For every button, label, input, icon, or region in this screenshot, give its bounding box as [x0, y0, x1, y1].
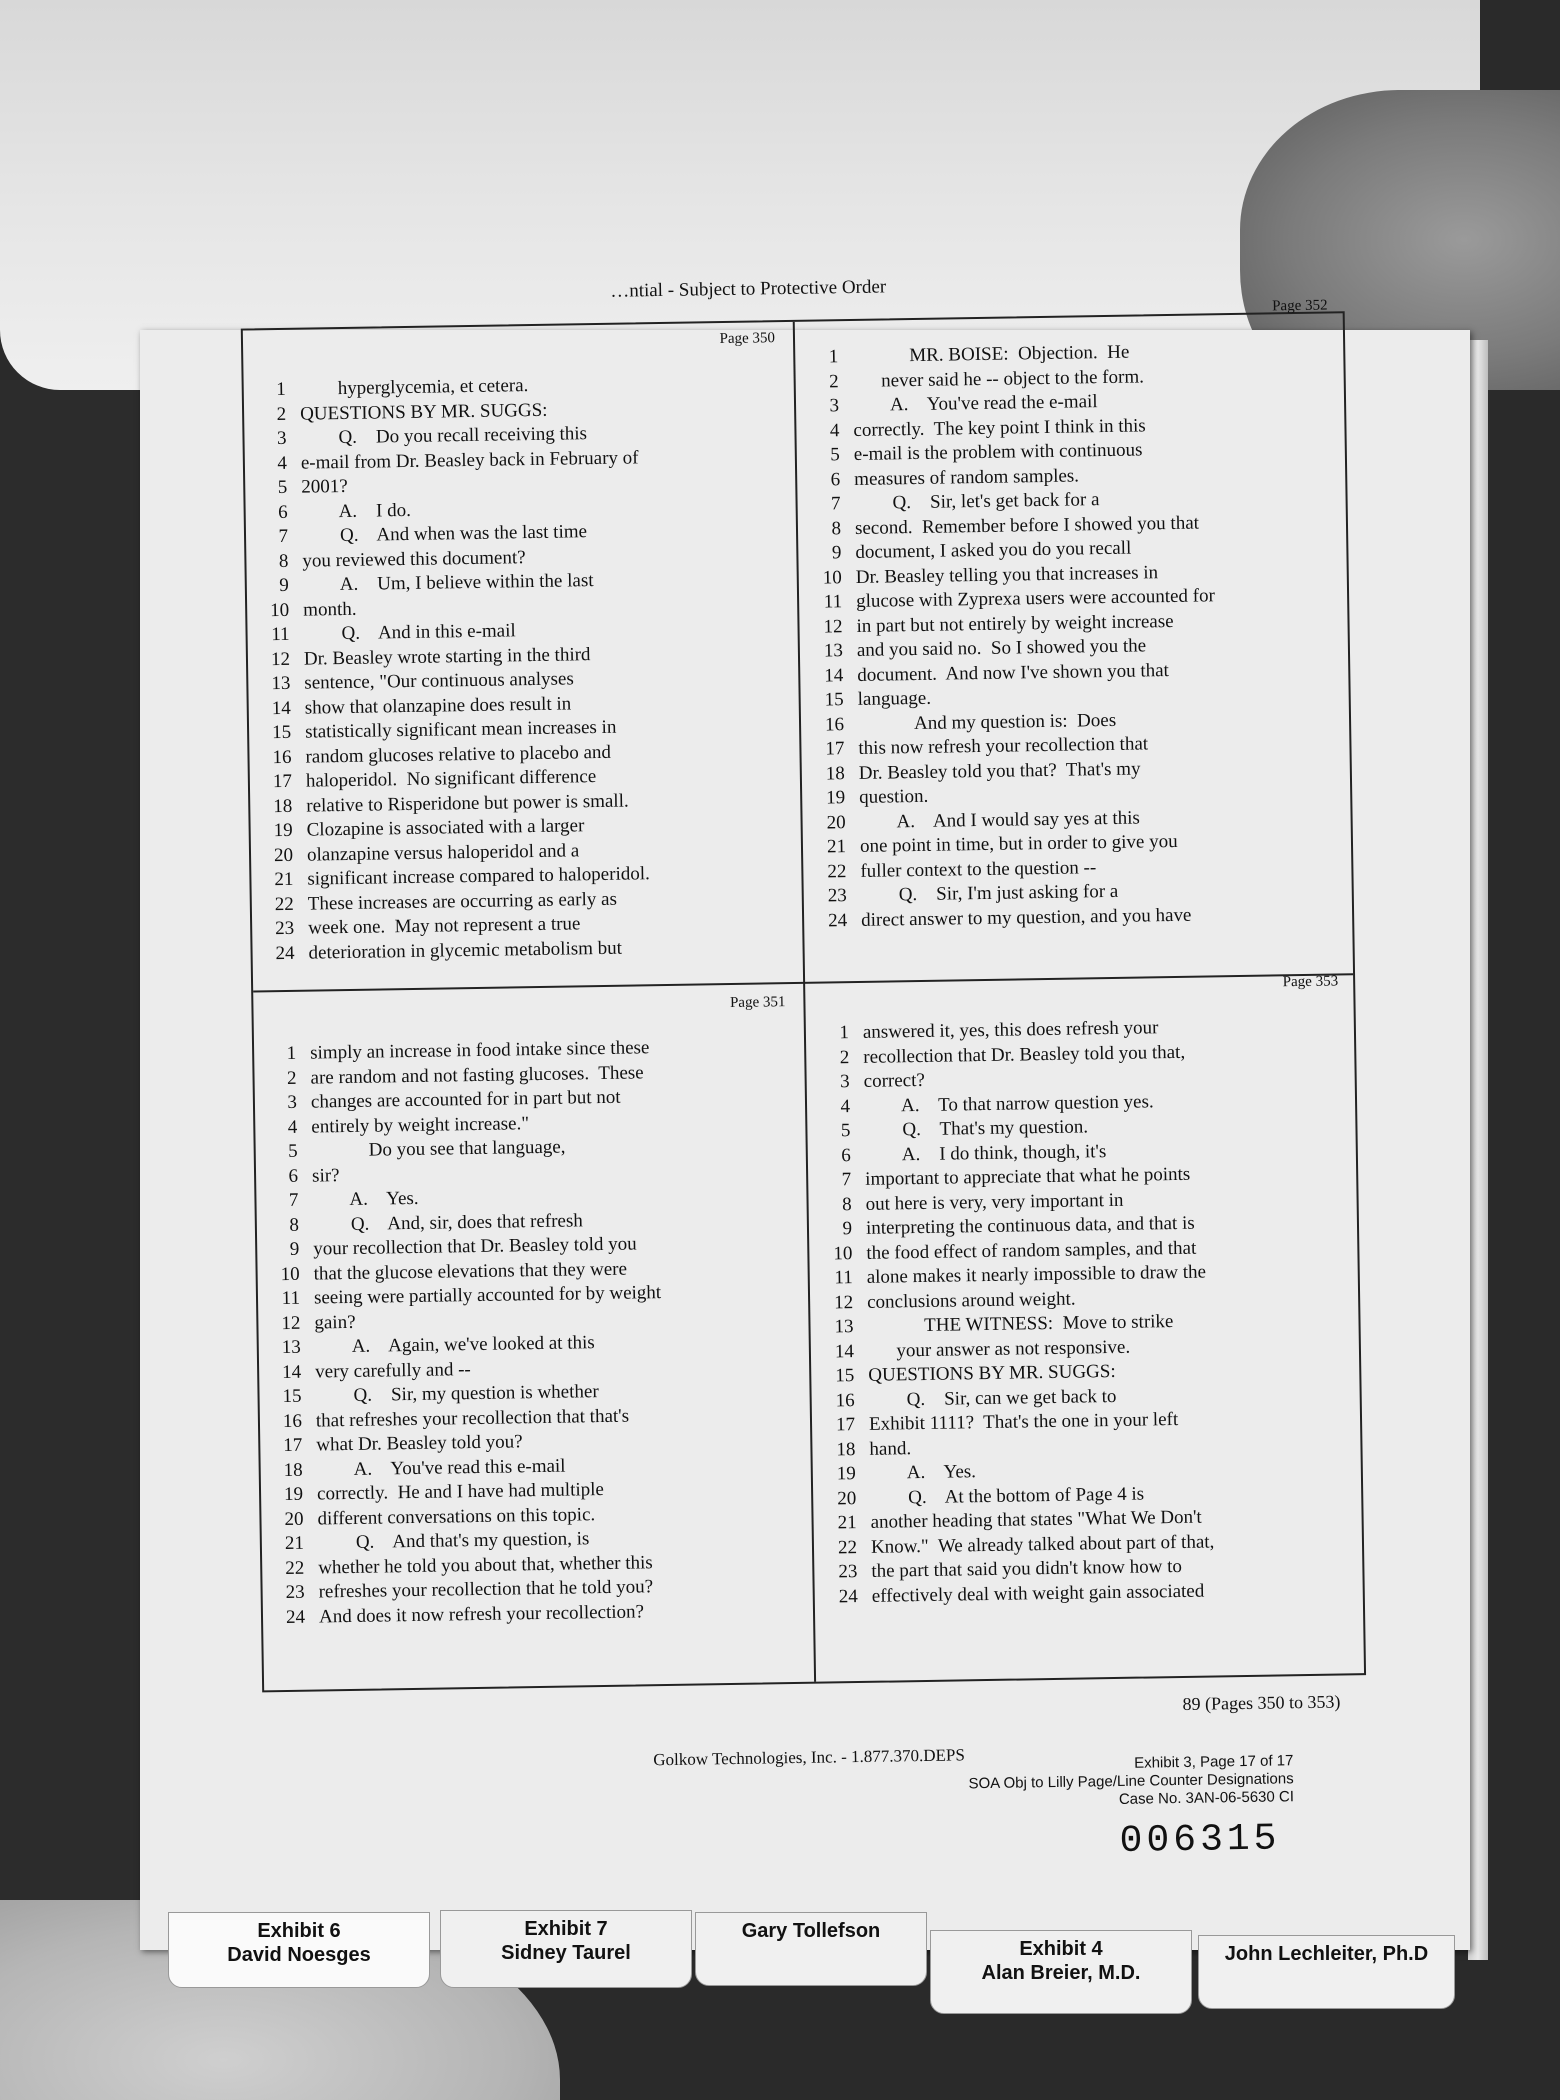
tab-exhibit-4[interactable]	[930, 1930, 1192, 2014]
tab-gary-tollefson[interactable]	[695, 1912, 927, 1986]
line-number: 3	[829, 395, 840, 417]
line-text: sir?	[311, 1164, 340, 1187]
line-number: 21	[274, 868, 294, 891]
line-number: 4	[277, 452, 288, 474]
tab-person-name: Alan Breier, M.D.	[981, 1962, 1141, 1984]
transcript-lines	[819, 1013, 1348, 1609]
line-text: Q. At the bottom of Page 4 is	[870, 1483, 1145, 1509]
line-number: 24	[827, 909, 848, 931]
line-number: 14	[271, 697, 291, 719]
line-number: 4	[840, 1095, 851, 1117]
line-number: 20	[837, 1487, 857, 1509]
line-number: 17	[272, 770, 293, 793]
line-text: e-mail from Dr. Beasley back in February of	[300, 446, 639, 474]
line-number: 15	[271, 721, 292, 744]
line-text: measures of random samples.	[854, 464, 1080, 490]
line-text: significant increase compared to haloperidol.	[307, 863, 650, 890]
page-label: Page 352	[1272, 297, 1328, 315]
line-text: what Dr. Beasley told you?	[316, 1431, 523, 1456]
line-number: 3	[287, 1091, 298, 1113]
line-number: 2	[286, 1067, 297, 1089]
line-text: effectively deal with weight gain associated	[871, 1580, 1205, 1607]
line-text: glucose with Zyprexa users were accounted for	[855, 585, 1216, 612]
tab-john-lechleiter[interactable]	[1198, 1935, 1455, 2009]
line-text: Exhibit 1111? That's the one in your left	[868, 1408, 1179, 1435]
tab-person-name: Sidney Taurel	[501, 1942, 631, 1964]
line-number: 1	[828, 346, 839, 368]
line-text: A. Again, we've looked at this	[314, 1332, 595, 1358]
line-number: 15	[824, 689, 844, 711]
line-text: changes are accounted for in part but not	[310, 1086, 621, 1113]
line-number: 18	[825, 762, 845, 784]
line-text: A. You've read the e-mail	[852, 391, 1098, 416]
line-number: 7	[288, 1189, 299, 1211]
tab-exhibit-label: Exhibit 7	[524, 1918, 608, 1940]
tab-exhibit-label: Exhibit 6	[257, 1920, 341, 1942]
line-number: 6	[830, 468, 841, 490]
line-number: 2	[276, 403, 287, 425]
line-number: 3	[276, 427, 287, 450]
line-text: And does it now refresh your recollection?	[318, 1600, 645, 1628]
line-number: 10	[822, 566, 842, 588]
line-text: week one. May not represent a true	[308, 913, 581, 939]
line-text: A. I do.	[301, 499, 412, 523]
line-number: 24	[838, 1585, 858, 1607]
line-number: 22	[285, 1557, 305, 1579]
quadrant-page-350	[255, 330, 785, 978]
line-number: 8	[289, 1214, 300, 1236]
line-text: relative to Risperidone but power is small.	[306, 790, 629, 817]
line-text: direct answer to my question, and you have	[860, 904, 1192, 931]
line-number: 8	[278, 550, 289, 572]
line-number: 12	[270, 648, 291, 670]
line-number: 11	[281, 1287, 301, 1310]
line-text: important to appreciate that what he points	[865, 1163, 1191, 1190]
line-number: 8	[831, 517, 842, 539]
line-number: 12	[823, 615, 843, 637]
tab-exhibit-7[interactable]	[440, 1910, 692, 1988]
line-text: And my question is: Does	[857, 709, 1117, 735]
tab-exhibit-label: Exhibit 4	[1019, 1938, 1103, 1960]
line-text: the food effect of random samples, and that	[866, 1237, 1197, 1264]
line-number: 6	[841, 1144, 851, 1166]
line-number: 9	[289, 1238, 300, 1260]
tab-exhibit-6[interactable]	[168, 1912, 430, 1988]
line-text: sentence, "Our continuous analyses	[304, 668, 574, 694]
line-number: 15	[835, 1365, 855, 1387]
line-number: 7	[278, 525, 289, 548]
line-text: haloperidol. No significant difference	[305, 766, 597, 792]
line-number: 18	[836, 1438, 856, 1460]
line-number: 9	[279, 574, 289, 597]
line-text: Q. Sir, let's get back for a	[854, 489, 1100, 514]
line-text: language.	[857, 687, 932, 710]
line-number: 20	[826, 811, 846, 833]
line-number: 12	[833, 1291, 854, 1313]
line-text: A. Yes.	[312, 1187, 419, 1211]
line-number: 24	[275, 942, 295, 964]
line-text: are random and not fasting glucoses. These	[310, 1061, 644, 1089]
line-number: 17	[825, 738, 845, 760]
line-number: 1	[286, 1042, 297, 1064]
line-text: alone makes it nearly impossible to draw the	[866, 1261, 1207, 1288]
line-text: Clozapine is associated with a larger	[306, 815, 585, 841]
line-text: whether he told you about that, whether this	[318, 1551, 653, 1579]
line-text: and you said no. So I showed you the	[856, 635, 1147, 661]
exhibit-note-line-3: Case No. 3AN-06-5630 CI	[1118, 1788, 1295, 1808]
line-text: hand.	[869, 1437, 912, 1460]
line-text: MR. BOISE: Objection. He	[852, 341, 1130, 367]
quadrant-page-351	[265, 994, 795, 1662]
line-number: 16	[824, 713, 845, 735]
line-number: 12	[281, 1312, 301, 1334]
page-label: Page 350	[719, 330, 776, 348]
line-text: A. I do think, though, it's	[864, 1140, 1107, 1166]
line-text: Q. And in this e-mail	[303, 620, 516, 645]
tab-person-name: David Noesges	[227, 1944, 371, 1966]
line-text: A. And I would say yes at this	[859, 807, 1140, 833]
line-text: olanzapine versus haloperidol and a	[306, 839, 580, 866]
line-text: Q. And that's my question, is	[317, 1528, 590, 1554]
line-text: second. Remember before I showed you that	[854, 512, 1200, 539]
line-number: 11	[271, 623, 290, 646]
line-text: another heading that states "What We Don't	[870, 1506, 1202, 1533]
line-text: Dr. Beasley told you that? That's my	[858, 758, 1141, 784]
line-text: These increases are occurring as early as	[307, 888, 618, 915]
line-text: random glucoses relative to placebo and	[305, 741, 612, 768]
line-number: 1	[839, 1022, 850, 1044]
line-number: 19	[273, 819, 293, 842]
line-number: 24	[285, 1606, 306, 1628]
line-text: Know." We already talked about part of that,	[870, 1530, 1215, 1558]
line-number: 17	[835, 1414, 856, 1436]
line-number: 11	[834, 1267, 853, 1289]
line-text: one point in time, but in order to give you	[859, 830, 1178, 857]
line-text: your answer as not responsive.	[867, 1336, 1131, 1362]
line-number: 5	[277, 476, 288, 499]
line-number: 21	[826, 836, 847, 858]
line-text: fuller context to the question --	[860, 856, 1097, 882]
line-text: statistically significant mean increases in	[304, 716, 617, 743]
line-number: 21	[837, 1512, 857, 1534]
tab-person-name: John Lechleiter, Ph.D	[1224, 1943, 1429, 1965]
line-text: simply an increase in food intake since these	[309, 1037, 650, 1064]
bates-number: 006315	[1119, 1817, 1281, 1863]
line-number: 15	[282, 1385, 302, 1408]
line-text: never said he -- object to the form.	[852, 365, 1145, 392]
line-text: document. And now I've shown you that	[857, 659, 1170, 686]
line-number: 18	[273, 795, 293, 817]
line-number: 14	[282, 1361, 302, 1383]
quadrant-page-352	[807, 298, 1337, 946]
line-number: 13	[281, 1336, 301, 1359]
line-number: 19	[836, 1463, 856, 1485]
line-number: 5	[830, 444, 840, 466]
confidential-header: …ntial - Subject to Protective Order	[610, 276, 887, 302]
line-number: 6	[277, 501, 288, 523]
line-text: refreshes your recollection that he told you?	[318, 1576, 654, 1603]
line-number: 10	[280, 1263, 300, 1285]
exhibit-note-line-1: Exhibit 3, Page 17 of 17	[1134, 1752, 1294, 1772]
line-number: 22	[837, 1536, 858, 1558]
line-text: e-mail is the problem with continuous	[853, 439, 1143, 465]
line-number: 7	[830, 493, 841, 515]
line-text: correctly. He and I have had multiple	[316, 1479, 605, 1505]
line-text: correctly. The key point I think in this	[853, 414, 1146, 441]
line-number: 9	[842, 1218, 853, 1240]
line-text: A. Yes.	[869, 1461, 977, 1484]
quadrant-page-353	[818, 973, 1348, 1641]
line-text: Q. And when was the last time	[301, 521, 588, 547]
line-number: 20	[273, 844, 294, 866]
transcript-page	[150, 259, 1496, 1940]
line-number: 13	[834, 1316, 854, 1338]
line-text: Dr. Beasley wrote starting in the third	[303, 643, 591, 670]
line-text: this now refresh your recollection that	[858, 733, 1149, 759]
line-number: 4	[287, 1116, 298, 1138]
line-number: 3	[840, 1071, 850, 1093]
line-text: correct?	[863, 1069, 926, 1092]
line-number: 21	[284, 1532, 305, 1555]
company-line: Golkow Technologies, Inc. - 1.877.370.DEPS	[653, 1745, 965, 1770]
line-text: Q. Sir, my question is whether	[315, 1381, 599, 1407]
page-label: Page 353	[1282, 973, 1339, 991]
line-text: entirely by weight increase."	[311, 1112, 530, 1138]
transcript-lines	[256, 370, 785, 966]
line-text: that refreshes your recollection that that's	[315, 1405, 630, 1432]
line-number: 22	[274, 893, 294, 915]
line-text: question.	[859, 785, 929, 808]
line-text: QUESTIONS BY MR. SUGGS:	[868, 1360, 1116, 1386]
line-number: 23	[838, 1561, 858, 1583]
line-number: 5	[288, 1140, 298, 1162]
line-text: very carefully and --	[315, 1358, 471, 1383]
transcript-grid	[241, 297, 1366, 1692]
line-number: 2	[839, 1046, 850, 1068]
line-number: 1	[276, 378, 286, 401]
line-number: 20	[284, 1508, 304, 1530]
transcript-lines	[266, 1034, 795, 1630]
transcript-lines	[808, 338, 1337, 934]
line-text: in part but not entirely by weight increase	[856, 610, 1174, 637]
line-number: 16	[272, 746, 292, 768]
line-text: 2001?	[301, 475, 348, 498]
line-text: Q. Sir, I'm just asking for a	[860, 880, 1119, 906]
line-text: seeing were partially accounted for by weight	[313, 1282, 662, 1309]
line-text: that the glucose elevations that they were	[313, 1258, 628, 1285]
line-text: Q. And, sir, does that refresh	[312, 1209, 583, 1236]
line-text: interpreting the continuous data, and that is	[865, 1212, 1195, 1239]
tab-person-name: Gary Tollefson	[741, 1920, 881, 1942]
line-number: 19	[283, 1483, 304, 1506]
line-text: show that olanzapine does result in	[304, 692, 572, 719]
line-text: A. You've read this e-mail	[316, 1455, 566, 1481]
desk-surface	[0, 380, 140, 2080]
line-number: 5	[840, 1120, 851, 1142]
line-number: 16	[282, 1410, 303, 1432]
line-number: 22	[827, 860, 847, 882]
line-number: 10	[270, 599, 290, 621]
line-number: 10	[833, 1242, 853, 1264]
line-text: you reviewed this document?	[302, 546, 526, 572]
line-text: A. Um, I believe within the last	[302, 570, 594, 596]
line-number: 4	[829, 419, 840, 441]
line-text: Dr. Beasley telling you that increases in	[855, 561, 1159, 588]
line-number: 6	[288, 1165, 299, 1187]
line-text: your recollection that Dr. Beasley told you	[313, 1233, 637, 1260]
line-number: 23	[275, 917, 295, 940]
line-number: 23	[285, 1581, 305, 1604]
line-number: 16	[835, 1389, 855, 1411]
line-text: conclusions around weight.	[866, 1288, 1076, 1313]
line-text: answered it, yes, this does refresh your	[862, 1017, 1159, 1043]
line-text: different conversations on this topic.	[317, 1503, 596, 1530]
line-number: 17	[283, 1434, 303, 1457]
line-text: out here is very, very important in	[865, 1189, 1124, 1215]
page-label: Page 351	[729, 994, 786, 1011]
line-number: 13	[271, 672, 291, 695]
line-text: deterioration in glycemic metabolism but	[308, 937, 623, 964]
exhibit-note	[873, 1752, 1294, 1813]
line-number: 14	[834, 1340, 855, 1362]
line-number: 11	[823, 591, 843, 613]
line-text: QUESTIONS BY MR. SUGGS:	[299, 399, 548, 425]
line-text: A. To that narrow question yes.	[863, 1090, 1154, 1117]
line-number: 9	[831, 542, 842, 564]
line-text: month.	[303, 598, 357, 621]
line-number: 23	[827, 885, 847, 907]
line-text: Do you see that language,	[311, 1136, 566, 1162]
line-number: 19	[826, 787, 846, 809]
line-number: 13	[823, 640, 844, 662]
page-count: 89 (Pages 350 to 353)	[1182, 1691, 1341, 1714]
line-text: gain?	[314, 1311, 356, 1334]
line-text: hyperglycemia, et cetera.	[299, 375, 529, 400]
line-text: document, I asked you do you recall	[855, 537, 1132, 563]
line-text: Q. Sir, can we get back to	[868, 1385, 1117, 1411]
line-number: 8	[841, 1193, 852, 1215]
exhibit-note-line-2: SOA Obj to Lilly Page/Line Counter Designations	[968, 1770, 1294, 1793]
line-number: 14	[824, 664, 844, 686]
line-number: 2	[829, 370, 839, 392]
line-text: Q. Do you recall receiving this	[300, 423, 588, 449]
line-number: 18	[283, 1459, 303, 1481]
line-text: the part that said you didn't know how to	[871, 1555, 1183, 1582]
line-text: Q. That's my question.	[864, 1116, 1089, 1141]
line-text: recollection that Dr. Beasley told you that,	[863, 1041, 1186, 1068]
line-text: THE WITNESS: Move to strike	[867, 1311, 1174, 1337]
line-number: 7	[841, 1169, 852, 1191]
